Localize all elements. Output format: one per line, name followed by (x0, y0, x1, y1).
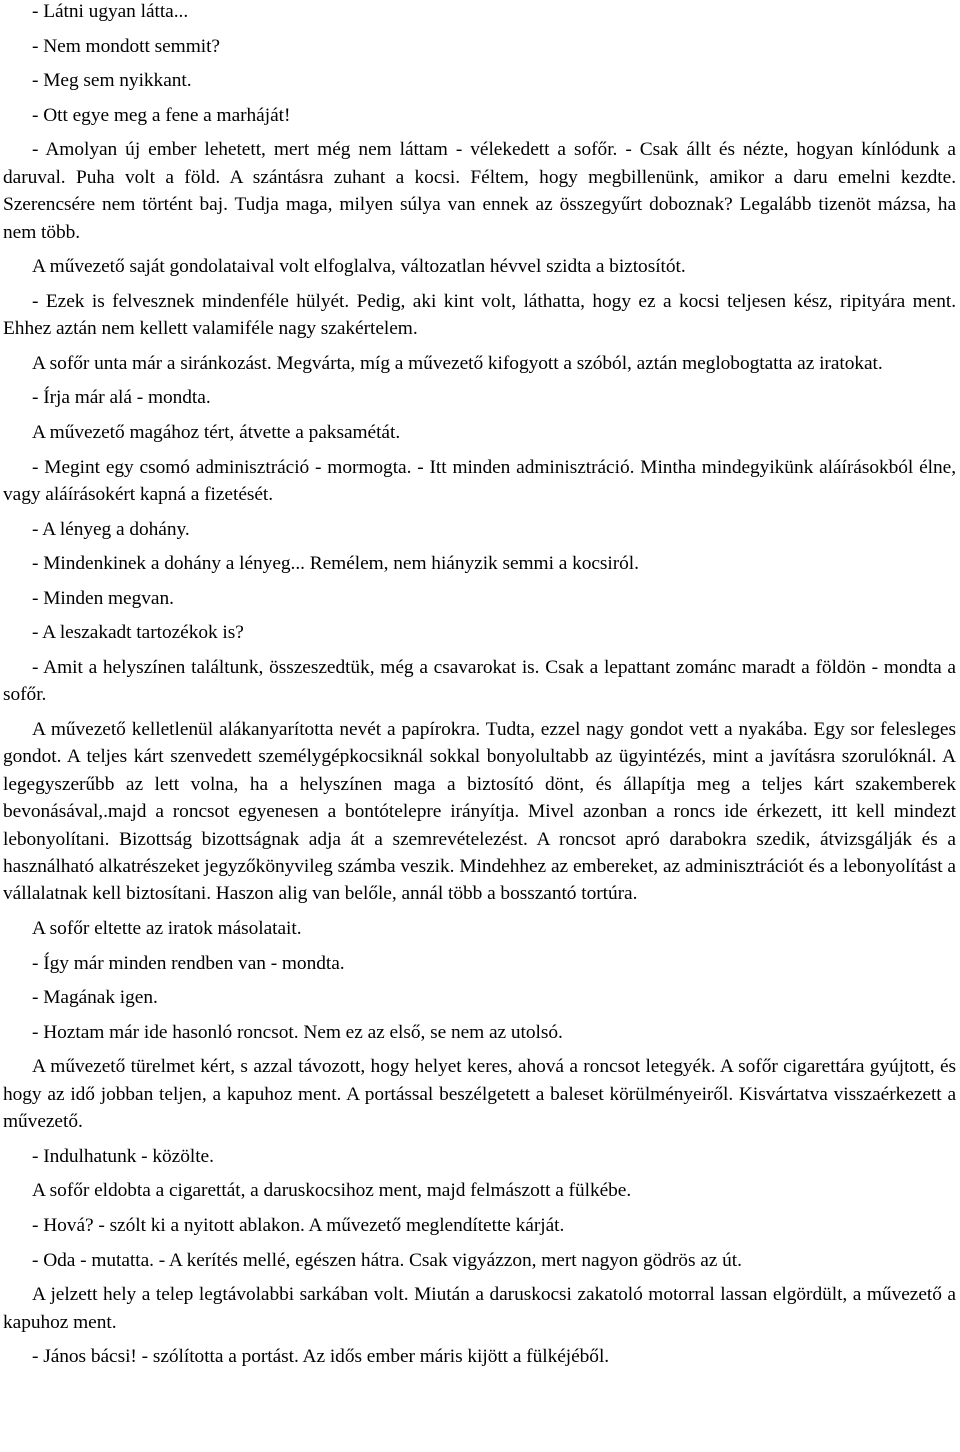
paragraph: - Így már minden rendben van - mondta. (32, 952, 345, 974)
paragraph: A művezető magához tért, átvette a paksamétát. (32, 421, 401, 443)
paragraph: A jelzett hely a telep legtávolabbi sarkában volt. Miután a daruskocsi zakatoló motorral lassan elgördült, a művezető a kapuhoz ment. (3, 1284, 956, 1333)
paragraph: - Oda - mutatta. - A kerítés mellé, egészen hátra. Csak vigyázzon, mert nagyon gödrös az út. (32, 1249, 742, 1271)
paragraph: - Nem mondott semmit? (32, 35, 220, 57)
paragraph: - Ezek is felvesznek mindenféle hülyét. Pedig, aki kint volt, láthatta, hogy ez a kocsi teljesen kész, ripityára ment. Ehhez aztán nem kellett valamiféle nagy szakértelem. (3, 290, 956, 340)
paragraph: - Amolyan új ember lehetett, mert még nem láttam - vélekedett a sofőr. - Csak állt és nézte, hogyan kínlódunk a daruval. Puha volt a föld. A szántásra zuhant a kocsi. Féltem, hogy megbillenünk, amikor a daru emelni kezdte. Szerencsére nem történt baj. Tudja maga, milyen súlya van ennek az összegyűrt doboznak? Legalább tizenöt mázsa, ha nem több. (3, 139, 956, 243)
paragraph: - Mindenkinek a dohány a lényeg... Remélem, nem hiányzik semmi a kocsiról. (32, 553, 639, 575)
paragraph: A sofőr unta már a siránkozást. Megvárta, míg a művezető kifogyott a szóból, aztán meglobogtatta az iratokat. (32, 352, 883, 374)
paragraph: - Magának igen. (32, 987, 158, 1009)
paragraph: - Amit a helyszínen találtunk, összeszedtük, még a csavarokat is. Csak a lepattant zománc maradt a földön - mondta a sofőr. (3, 656, 956, 706)
paragraph: - Írja már alá - mondta. (32, 387, 211, 409)
paragraph: A sofőr eltette az iratok másolatait. (32, 917, 302, 939)
paragraph: - Hoztam már ide hasonló roncsot. Nem ez az első, se nem az utolsó. (32, 1021, 563, 1043)
paragraph: - Hová? - szólt ki a nyitott ablakon. A művezető meglendítette kárját. (32, 1214, 565, 1236)
paragraph: A művezető türelmet kért, s azzal távozott, hogy helyet keres, ahová a roncsot letegyék. A sofőr cigarettára gyújtott, és hogy az idő jobban teljen, a kapuhoz ment. A portással beszélgetett a baleset körülményeiről. Kisvártatva visszaérkezett a művezető. (3, 1056, 956, 1133)
document-body (3, 0, 956, 1371)
paragraph: - Ott egye meg a fene a marháját! (32, 104, 291, 126)
paragraph: - Indulhatunk - közölte. (32, 1145, 214, 1167)
paragraph: A sofőr eldobta a cigarettát, a daruskocsihoz ment, majd felmászott a fülkébe. (32, 1180, 632, 1202)
paragraph: - Minden megvan. (32, 587, 174, 609)
paragraph: - A lényeg a dohány. (32, 518, 190, 540)
paragraph: - Látni ugyan látta... (32, 1, 189, 22)
paragraph: - Meg sem nyikkant. (32, 70, 192, 92)
paragraph: A művezető saját gondolataival volt elfoglalva, változatlan hévvel szidta a biztosítót. (32, 256, 686, 278)
paragraph: A művezető kelletlenül alákanyarította nevét a papírokra. Tudta, ezzel nagy gondot vett a nyakába. Egy sor felesleges gondot. A teljes kárt szenvedett személygépkocsiknál sokkal bonyolultabb az ügyintézés, mint a javításra szorulóknál. A legegyszerűbb az lett volna, ha a helyszínen maga a biztosító dönt, és állapítja meg a teljes kárt szakemberek bevonásával,.majd a roncsot egyenesen a bontótelepre irányítja. Mivel azonban a roncs ide érkezett, itt kell mindezt lebonyolítani. Bizottság bizottságnak adja át a szemrevételezést. A roncsot apró darabokra szedik, átvizsgálják és a használható alkatrészeket jegyzőkönyvileg számba veszik. Mindehhez az embereket, az adminisztrációt és a lebonyolítást a vállalatnak kell biztosítani. Haszon alig van belőle, annál több a bosszantó tortúra. (3, 718, 956, 905)
paragraph: - A leszakadt tartozékok is? (32, 622, 244, 644)
paragraph: - János bácsi! - szólította a portást. Az idős ember máris kijött a fülkéjéből. (32, 1346, 610, 1368)
paragraph: - Megint egy csomó adminisztráció - mormogta. - Itt minden adminisztráció. Mintha mindegyikünk aláírásokból élne, vagy aláírásokért kapná a fizetését. (3, 456, 956, 505)
